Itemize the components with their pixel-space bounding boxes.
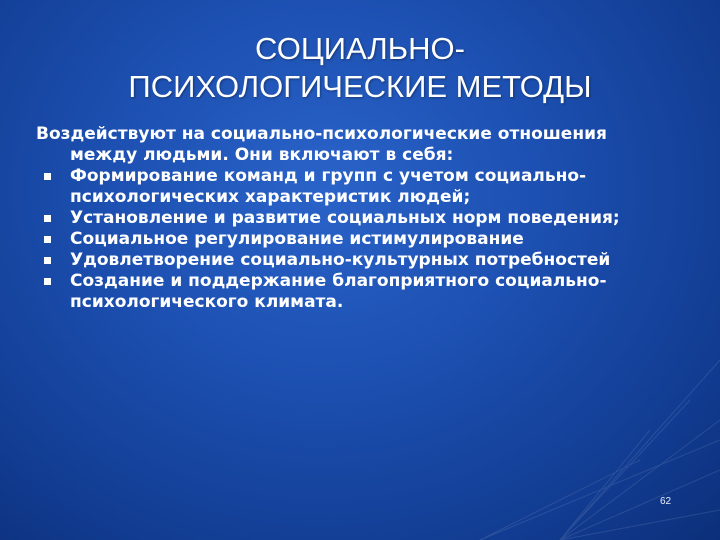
square-bullet-icon: [44, 215, 51, 222]
intro-text: Воздействуют на социально-психологические отношения между людьми. Они включают в себя:: [36, 124, 607, 165]
square-bullet-icon: [44, 173, 51, 180]
list-item-text: Формирование команд и групп с учетом социально-психологических характеристик людей;: [70, 166, 587, 207]
list-item: [36, 208, 676, 229]
slide-title-line-2: ПСИХОЛОГИЧЕСКИЕ МЕТОДЫ: [128, 69, 592, 104]
list-item-text: Установление и развитие социальных норм поведения;: [70, 208, 620, 228]
square-bullet-icon: [44, 257, 51, 264]
list-item: [36, 166, 676, 208]
list-item: [36, 250, 676, 271]
list-item-text: Создание и поддержание благоприятного социально-психологического климата.: [70, 271, 607, 312]
square-bullet-icon: [44, 278, 51, 285]
slide-body: [36, 124, 676, 313]
slide-title: [0, 30, 720, 106]
page-number: 62: [660, 496, 672, 507]
bullet-list: [36, 166, 676, 313]
list-item: [36, 271, 676, 313]
list-item-text: Удовлетворение социально-культурных потребностей: [70, 250, 611, 270]
square-bullet-icon: [44, 236, 51, 243]
list-item: [36, 229, 676, 250]
slide-title-line-1: СОЦИАЛЬНО-: [255, 31, 465, 66]
list-item-text: Социальное регулирование истимулирование: [70, 229, 524, 249]
